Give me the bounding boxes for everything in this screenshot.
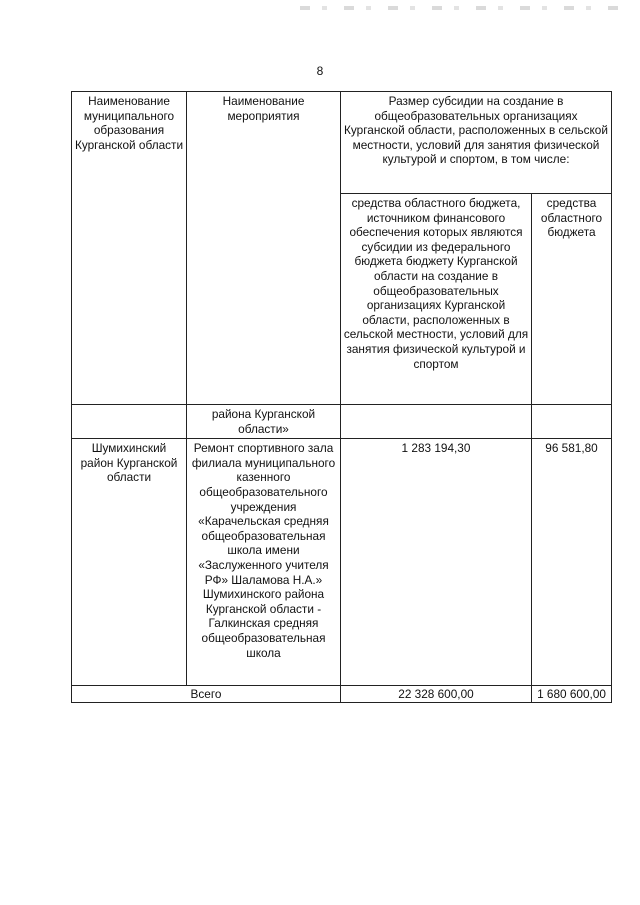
header-subsidy-total: Размер субсидии на создание в общеобразовательных организациях Курганской области, расположенных в сельской местности, условий для занятия физической культурой и спортом, в том числе: — [341, 92, 612, 194]
cell-event-continuation: района Курганской области» — [187, 405, 341, 439]
cell-municipality: Шумихинский район Курганской области — [72, 439, 187, 686]
header-event: Наименование мероприятия — [187, 92, 341, 405]
table-row-continuation — [72, 405, 612, 439]
cell-event: Ремонт спортивного зала филиала муниципального казенного общеобразовательного учреждения «Карачельская средняя общеобразовательная школа имени «Заслуженного учителя РФ» Шаламова Н.А.» Шумихинского района Курганской области - Галкинская средняя общеобразовательная школа — [187, 439, 341, 686]
subsidy-table — [71, 91, 612, 703]
scan-artifact — [300, 6, 630, 10]
table-total-row — [72, 686, 612, 703]
cell-empty — [341, 405, 532, 439]
page-number: 8 — [316, 64, 324, 78]
cell-federal-amount: 1 283 194,30 — [341, 439, 532, 686]
total-federal-amount: 22 328 600,00 — [341, 686, 532, 703]
cell-empty — [72, 405, 187, 439]
header-regional-budget: средства областного бюджета — [532, 194, 612, 405]
header-federal-source: средства областного бюджета, источником финансового обеспечения которых являются субсидии из федерального бюджета бюджету Курганской области на создание в общеобразовательных организациях Курганской области, расположенных в сельской местности, условий для занятия физической культурой и спортом — [341, 194, 532, 405]
cell-regional-amount: 96 581,80 — [532, 439, 612, 686]
table-header-row — [72, 92, 612, 194]
cell-empty — [532, 405, 612, 439]
total-label: Всего — [72, 686, 341, 703]
table-row — [72, 439, 612, 686]
header-municipality: Наименование муниципального образования Курганской области — [72, 92, 187, 405]
total-regional-amount: 1 680 600,00 — [532, 686, 612, 703]
